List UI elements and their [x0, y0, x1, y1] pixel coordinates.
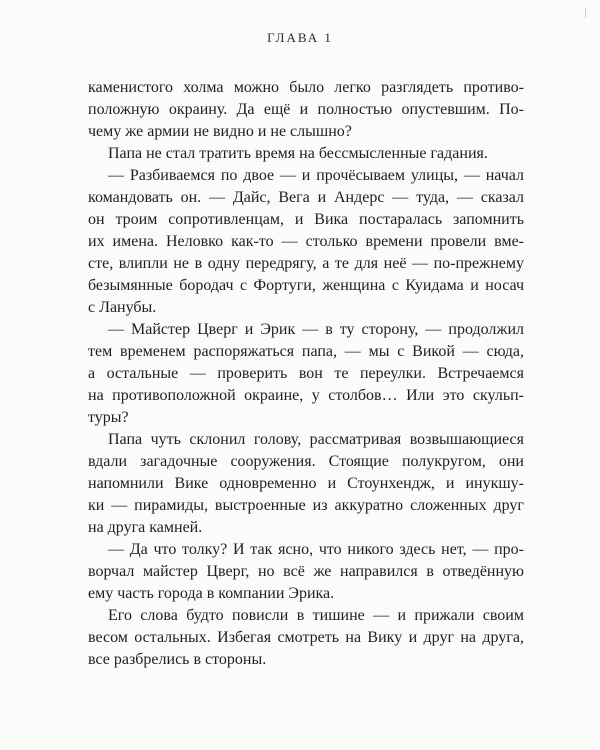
text-line: сте, влипли не в одну передрягу, а те для неё — по-прежнему	[88, 255, 524, 272]
paragraph	[88, 77, 524, 143]
text-line: каменистого холма можно было легко разглядеть противо-	[88, 79, 524, 96]
text-line: все разбрелись в стороны.	[88, 651, 267, 668]
text-line: с Ланубы.	[88, 299, 157, 316]
text-line: а остальные — проверить вон те переулки. Встречаемся	[88, 365, 524, 382]
text-line: вдали загадочные сооружения. Стоящие полукругом, они	[88, 453, 524, 470]
text-line: — Разбиваемся по двое — и прочёсываем улицы, — начал	[108, 167, 524, 184]
paragraph	[88, 429, 524, 539]
text-line: — Майстер Цверг и Эрик — в ту сторону, — продолжил	[108, 321, 524, 338]
paragraph	[88, 143, 524, 165]
text-line: безымянные бородач с Фортуги, женщина с Куидама и носач	[88, 277, 524, 294]
text-line: ворчал майстер Цверг, но всё же направился в отведённую	[88, 563, 524, 580]
paragraph	[88, 539, 524, 605]
text-line: Папа не стал тратить время на бессмысленные гадания.	[108, 145, 488, 162]
text-line: на противоположной окраине, у столбов… Или это скульп-	[88, 387, 524, 404]
text-line: их имена. Неловко как-то — столько времени провели вме-	[88, 233, 524, 250]
text-line: на друга камней.	[88, 519, 203, 536]
text-line: ки — пирамиды, выстроенные из аккуратно сложенных друг	[88, 497, 524, 514]
scan-artifact	[585, 8, 586, 18]
text-line: Папа чуть склонил голову, рассматривая возвышающиеся	[108, 431, 524, 448]
text-line: чему же армии не видно и не слышно?	[88, 123, 352, 140]
text-line: положную окраину. Да ещё и полностью опустевшим. По-	[88, 101, 524, 118]
paragraph	[88, 165, 524, 319]
text-line: напомнили Вике одновременно и Стоунхендж, и инукшу-	[88, 475, 524, 492]
text-line: он троим сопротивленцам, и Вика постаралась запомнить	[88, 211, 524, 228]
running-head: ГЛАВА 1	[267, 30, 333, 45]
text-line: тем временем распоряжаться папа, — мы с Викой — сюда,	[88, 343, 524, 360]
text-line: ему часть города в компании Эрика.	[88, 585, 335, 602]
paragraph	[88, 319, 524, 429]
text-line: весом остальных. Избегая смотреть на Вику и друг на друга,	[88, 629, 524, 646]
text-line: — Да что толку? И так ясно, что никого здесь нет, — про-	[108, 541, 524, 558]
text-line: командовать он. — Дайс, Вега и Андерс — туда, — сказал	[88, 189, 524, 206]
paragraph	[88, 605, 524, 671]
body-text	[88, 77, 524, 671]
text-line: Его слова будто повисли в тишине — и прижали своим	[108, 607, 524, 624]
text-line: туры?	[88, 409, 129, 426]
